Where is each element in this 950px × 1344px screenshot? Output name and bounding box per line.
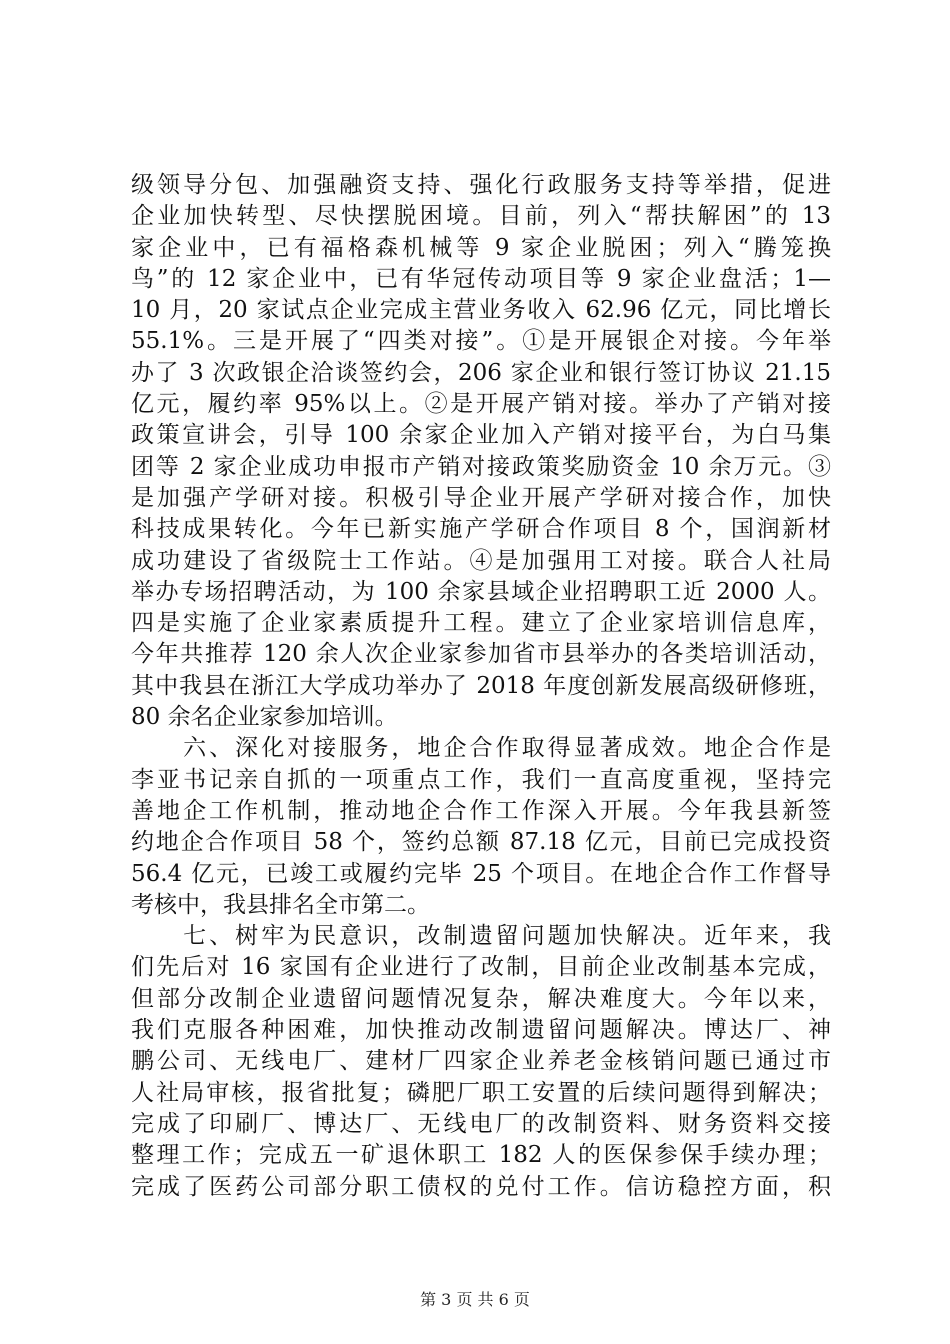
text-line: 企业加快转型、尽快摆脱困境。目前，列入“帮扶解困”的 13: [131, 203, 831, 230]
text-line: 七、树牢为民意识，改制遗留问题加快解决。近年来，我: [131, 923, 831, 950]
text-line: 六、深化对接服务，地企合作取得显著成效。地企合作是: [131, 735, 831, 762]
text-line: 李亚书记亲自抓的一项重点工作，我们一直高度重视，坚持完: [131, 766, 831, 793]
text-line: 成功建设了省级院士工作站。④是加强用工对接。联合人社局: [131, 547, 831, 574]
text-line: 人社局审核，报省批复；磷肥厂职工安置的后续问题得到解决；: [131, 1079, 831, 1106]
page-number-footer: 第 3 页 共 6 页: [420, 1290, 530, 1309]
text-line: 政策宣讲会，引导 100 余家企业加入产销对接平台，为白马集: [131, 422, 831, 449]
text-line: 考核中，我县排名全市第二。: [131, 891, 430, 918]
text-line: 56.4 亿元，已竣工或履约完毕 25 个项目。在地企合作工作督导: [131, 860, 831, 887]
text-line: 其中我县在浙江大学成功举办了 2018 年度创新发展高级研修班，: [131, 672, 831, 699]
text-line: 我们克服各种困难，加快推动改制遗留问题解决。博达厂、神: [131, 1017, 831, 1044]
text-line: 家企业中，已有福格森机械等 9 家企业脱困；列入“腾笼换: [131, 234, 831, 261]
text-line: 80 余名企业家参加培训。: [131, 704, 398, 731]
text-line: 是加强产学研对接。积极引导企业开展产学研对接合作，加快: [131, 484, 831, 511]
text-line: 10 月，20 家试点企业完成主营业务收入 62.96 亿元，同比增长: [131, 297, 831, 324]
text-line: 善地企工作机制，推动地企合作工作深入开展。今年我县新签: [131, 797, 831, 824]
text-line: 但部分改制企业遗留问题情况复杂，解决难度大。今年以来，: [131, 985, 831, 1012]
text-line: 完成了医药公司部分职工债权的兑付工作。信访稳控方面，积: [131, 1173, 831, 1200]
text-line: 们先后对 16 家国有企业进行了改制，目前企业改制基本完成，: [131, 954, 831, 981]
text-line: 举办专场招聘活动，为 100 余家县域企业招聘职工近 2000 人。: [131, 578, 831, 605]
text-line: 办了 3 次政银企洽谈签约会，206 家企业和银行签订协议 21.15: [131, 359, 831, 386]
text-line: 完成了印刷厂、博达厂、无线电厂的改制资料、财务资料交接: [131, 1110, 831, 1137]
text-line: 今年共推荐 120 余人次企业家参加省市县举办的各类培训活动，: [131, 641, 831, 668]
text-line: 级领导分包、加强融资支持、强化行政服务支持等举措，促进: [131, 172, 831, 198]
text-line: 55.1%。三是开展了“四类对接”。①是开展银企对接。今年举: [131, 328, 831, 355]
text-line: 鸟”的 12 家企业中，已有华冠传动项目等 9 家企业盘活；1—: [131, 265, 831, 292]
document-body: [131, 170, 831, 1203]
text-line: 亿元，履约率 95%以上。②是开展产销对接。举办了产销对接: [131, 391, 831, 418]
text-line: 四是实施了企业家素质提升工程。建立了企业家培训信息库，: [131, 610, 831, 637]
text-line: 整理工作；完成五一矿退休职工 182 人的医保参保手续办理；: [131, 1142, 831, 1169]
text-line: 科技成果转化。今年已新实施产学研合作项目 8 个，国润新材: [131, 516, 831, 543]
text-line: 约地企合作项目 58 个，签约总额 87.18 亿元，目前已完成投资: [131, 829, 831, 856]
text-line: 鹏公司、无线电厂、建材厂四家企业养老金核销问题已通过市: [131, 1048, 831, 1075]
text-line: 团等 2 家企业成功申报市产销对接政策奖励资金 10 余万元。③: [131, 453, 831, 480]
